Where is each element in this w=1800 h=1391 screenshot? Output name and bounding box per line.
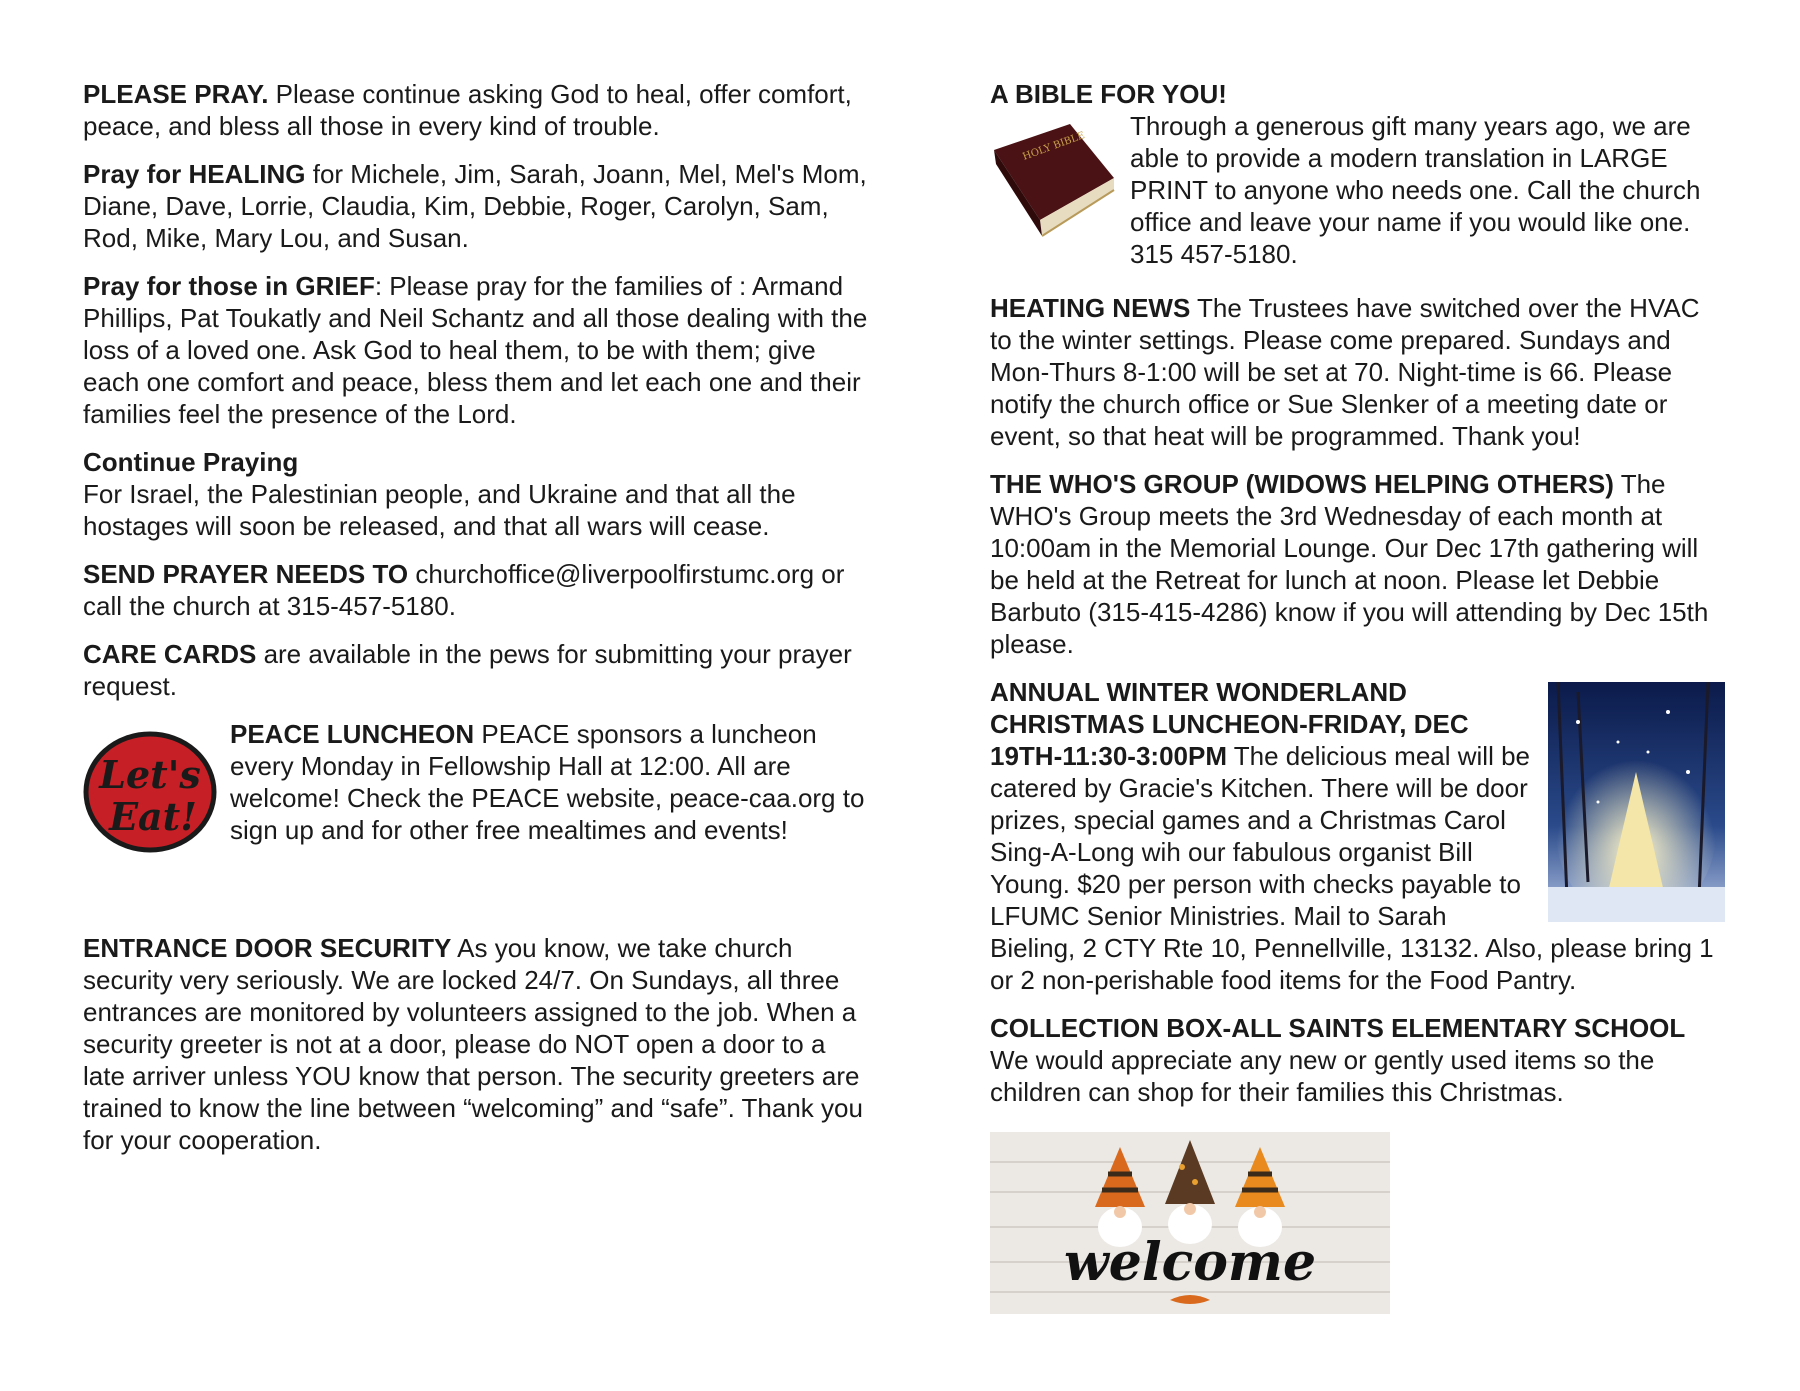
healing-text: for Michele, Jim, Sarah, Joann, Mel, Mel's Mom, Diane, Dave, Lorrie, Claudia, Kim, Debbie, Roger, Carolyn, Sam, Rod, Mike, Mary Lou, and Susan. [83,159,867,253]
peace-luncheon-section [83,718,873,862]
peace-luncheon-heading: PEACE LUNCHEON [230,719,475,749]
heating-heading: HEATING NEWS [990,293,1191,323]
collection-box-text: We would appreciate any new or gently used items so the children can shop for their families this Christmas. [990,1045,1655,1107]
collection-box-heading: COLLECTION BOX-ALL SAINTS ELEMENTARY SCHOOL [990,1013,1686,1043]
winter-luncheon-heading: ANNUAL WINTER WONDERLAND CHRISTMAS LUNCHEON-FRIDAY, DEC 19TH-11:30-3:00PM [990,677,1469,771]
heating-text: The Trustees have switched over the HVAC to the winter settings. Please come prepared. Sundays and Mon-Thurs 8-1:00 will be set at 70. Night-time is 66. Please notify the church office or Sue Slenker of a meeting date or event, so that heat will be programmed. Thank you! [990,293,1700,451]
lets-eat-line1: Let's [99,752,201,797]
care-cards-paragraph [83,638,873,702]
peace-luncheon-text: PEACE sponsors a luncheon every Monday in Fellowship Hall at 12:00. All are welcome! Check the PEACE website, peace-caa.org to sign up and for other free mealtimes and events! [230,719,865,845]
winter-luncheon-section [990,676,1725,1012]
grief-paragraph [83,270,873,430]
please-pray-paragraph [83,78,873,142]
send-prayer-paragraph [83,558,873,622]
healing-paragraph [83,158,873,254]
security-heading: ENTRANCE DOOR SECURITY [83,933,452,963]
whos-group-text: The WHO's Group meets the 3rd Wednesday of each month at 10:00am in the Memorial Lounge. Our Dec 17th gathering will be held at the Retreat for lunch at noon. Please let Debbie Barbuto (315-415-4286) know if you will attending by Dec 15th please. [990,469,1709,659]
lets-eat-logo [83,730,218,855]
send-prayer-heading: SEND PRAYER NEEDS TO [83,559,409,589]
whos-group-paragraph [990,468,1725,660]
send-prayer-text: churchoffice@liverpoolfirstumc.org or call the church at 315-457-5180. [83,559,845,621]
grief-heading: Pray for those in GRIEF [83,271,375,301]
please-pray-text: Please continue asking God to heal, offer comfort, peace, and bless all those in every kind of trouble. [83,79,852,141]
left-column [83,78,873,1172]
continue-praying-text: For Israel, the Palestinian people, and Ukraine and that all the hostages will soon be released, and that all wars will cease. [83,479,796,541]
gnomes-welcome-image [990,1132,1390,1314]
healing-heading: Pray for HEALING [83,159,306,189]
security-paragraph [83,932,873,1156]
heating-paragraph [990,292,1725,452]
security-text: As you know, we take church security very seriously. We are locked 24/7. On Sundays, all three entrances are monitored by volunteers assigned to the job. When a security greeter is not at a door, please do NOT open a door to a late arriver unless YOU know that person. The security greeters are trained to know the line between “welcoming” and “safe”. Thank you for your cooperation. [83,933,863,1155]
christmas-tree-image [1548,682,1725,922]
welcome-sign-text: welcome [1063,1232,1317,1293]
collection-box-paragraph [990,1012,1725,1108]
whos-group-heading: THE WHO'S GROUP (WIDOWS HELPING OTHERS) [990,469,1614,499]
bible-paragraph [990,78,1725,110]
care-cards-heading: CARE CARDS [83,639,257,669]
continue-praying-paragraph [83,446,873,542]
bible-heading: A BIBLE FOR YOU! [990,79,1227,109]
bible-section [990,78,1725,270]
winter-luncheon-text: The delicious meal will be catered by Gracie's Kitchen. There will be door prizes, special games and a Christmas Carol Sing-A-Long wih our fabulous organist Bill Young. $20 per person with checks payable to LFUMC Senior Ministries. Mail to Sarah Bieling, 2 CTY Rte 10, Pennellville, 13132. Also, please bring 1 or 2 non-perishable food items for the Food Pantry. [990,741,1714,995]
lets-eat-line2: Eat! [109,794,197,839]
right-column [990,78,1725,1321]
bible-cover-text: HOLY BIBLE [1021,130,1087,163]
bible-image [990,120,1118,244]
grief-text: : Please pray for the families of : Armand Phillips, Pat Toukatly and Neil Schantz and all those dealing with the loss of a loved one. Ask God to heal them, to be with them; give each one comfort and peace, bless them and let each one and their families feel the presence of the Lord. [83,271,868,429]
bible-text: Through a generous gift many years ago, we are able to provide a modern translation in LARGE PRINT to anyone who needs one. Call the church office and leave your name if you would like one. 315 457-5180. [1130,111,1701,269]
continue-praying-heading: Continue Praying [83,447,299,477]
please-pray-heading: PLEASE PRAY. [83,79,269,109]
care-cards-text: are available in the pews for submitting your prayer request. [83,639,852,701]
